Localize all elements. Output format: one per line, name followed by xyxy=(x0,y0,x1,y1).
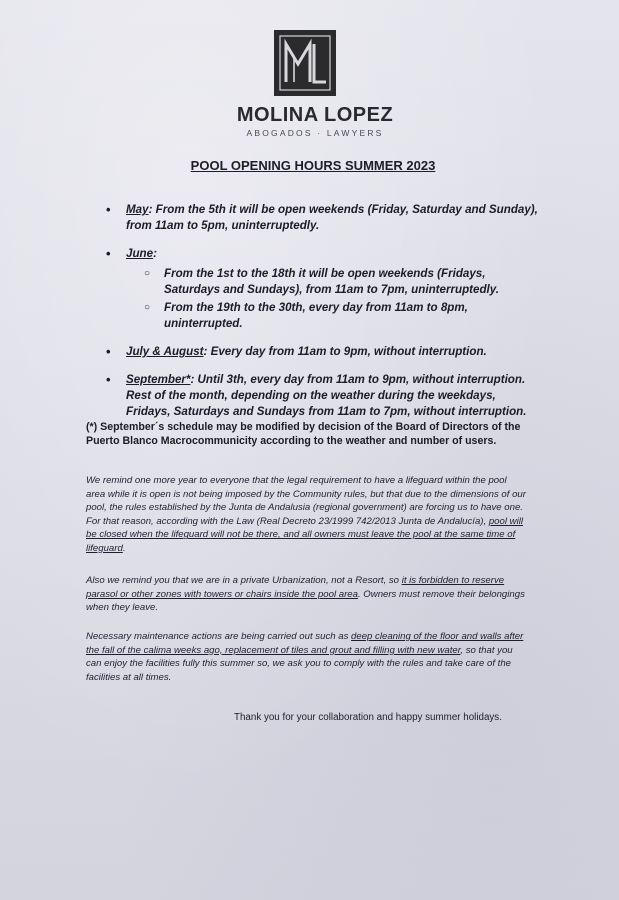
schedule-text: : From the 5th it will be open weekends (Friday, Saturday and Sunday), from 11am to 5pm, uninterruptedly. xyxy=(126,203,538,232)
schedule-text: : xyxy=(153,247,157,260)
schedule-text: : Until 3th, every day from 11am to 9pm, without interruption. Rest of the month, depending on the weather during the weekdays, Fridays, Saturdays and Sundays from 11am to 7pm, without interruption. xyxy=(126,373,527,418)
schedule-text: : Every day from 11am to 9pm, without interruption. xyxy=(203,345,487,358)
schedule-item-june xyxy=(100,246,540,332)
paragraph-text: We remind one more year to everyone that the legal requirement to have a lifeguard within the pool area while it is open is not being imposed by the Community rules, but that due to the dimensions of our pool, the rules established by the Junta de Andalusia (regional government) are forcing us to have one. For that reason, according with the Law (Real Decreto 23/1999 742/2013 Junta de Andalucía), xyxy=(86,475,526,527)
paragraph-text: Also we remind you that we are in a private Urbanization, not a Resort, so xyxy=(86,575,402,586)
month-label: July & August xyxy=(126,345,204,358)
schedule-item-september xyxy=(100,372,540,420)
month-label: May xyxy=(126,203,149,216)
sub-item: ○ From the 19th to the 30th, every day from 11am to 8pm, uninterrupted. xyxy=(126,300,540,332)
sub-item: ○ From the 1st to the 18th it will be open weekends (Fridays, Saturdays and Sundays), from 11am to 7pm, uninterruptedly. xyxy=(126,266,540,298)
month-label: June xyxy=(126,247,154,260)
urbanization-paragraph xyxy=(86,574,526,615)
maintenance-paragraph xyxy=(86,630,526,684)
paragraph-text: . xyxy=(122,542,126,554)
firm-subtitle: ABOGADOS · LAWYERS xyxy=(246,128,384,138)
schedule-item-july-august xyxy=(100,344,540,360)
september-note: (*) September´s schedule may be modified by decision of the Board of Directors of the Puerto Blanco Macrocommunicity according to the weather and number of users. xyxy=(86,421,521,447)
paragraph-text: , so that you can enjoy the facilities fully this summer so, we ask you to comply with the rules and take care of the facilities at all times. xyxy=(86,644,513,683)
underlined-text: it is forbidden to reserve parasol or other zones with towers or chairs inside the pool area xyxy=(86,575,505,600)
schedule-item-may xyxy=(100,202,540,234)
schedule-list xyxy=(100,202,540,432)
paragraph-text: Necessary maintenance actions are being carried out such as xyxy=(86,631,352,642)
underlined-text: deep cleaning of the floor and walls after the fall of the calima weeks ago, replacement of tiles and grout and filling with new water xyxy=(86,631,524,656)
closing-thanks: Thank you for your collaboration and happy summer holidays. xyxy=(234,712,502,723)
document-title: POOL OPENING HOURS SUMMER 2023 xyxy=(190,158,436,173)
firm-name: MOLINA LOPEZ xyxy=(236,104,394,126)
underlined-text: pool will be closed when the lifeguard will not be there, and all owners must leave the pool at the same time of lifeguard xyxy=(86,515,523,554)
paragraph-text: . Owners must remove their belongings when they leave. xyxy=(86,588,525,614)
lifeguard-paragraph xyxy=(86,474,526,556)
june-sub-list xyxy=(126,266,540,332)
ml-monogram-icon xyxy=(274,30,336,96)
month-label: September* xyxy=(126,373,191,386)
